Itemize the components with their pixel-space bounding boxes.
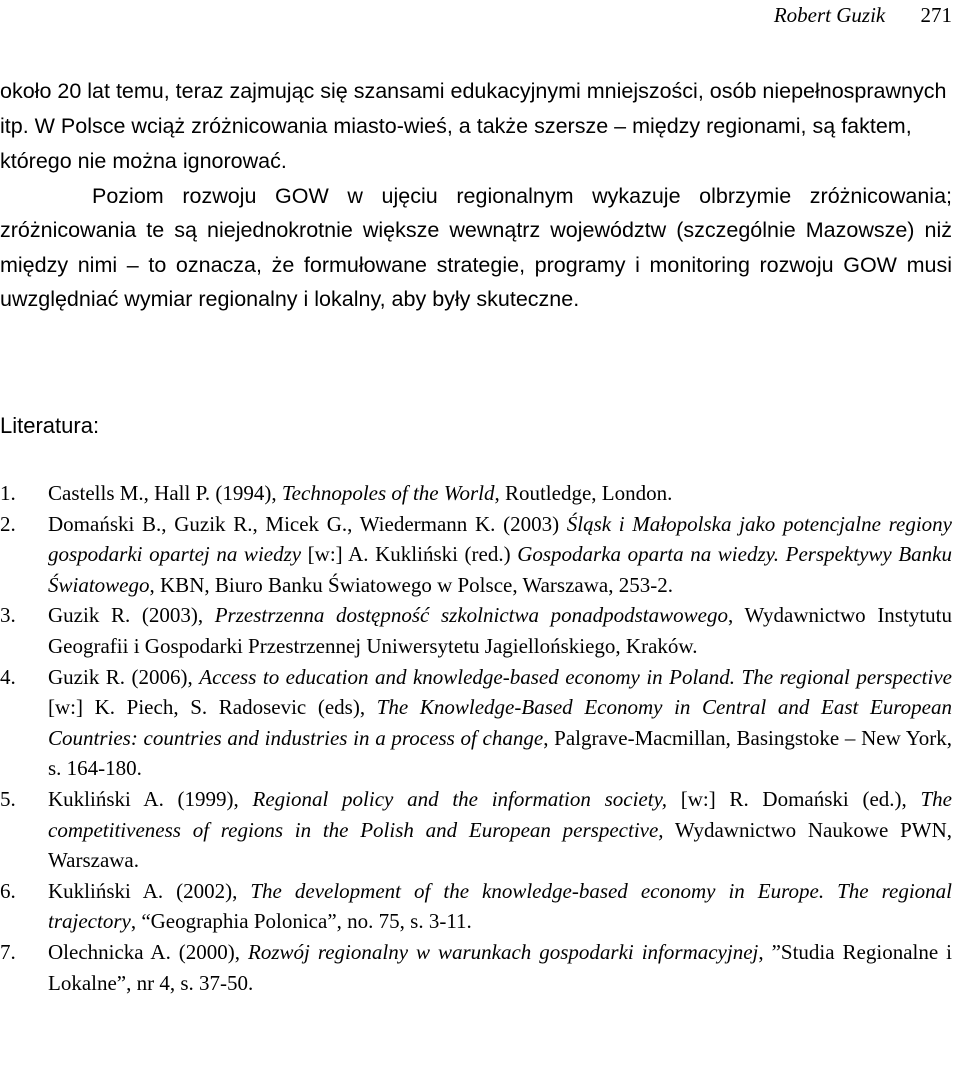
reference-item bbox=[0, 478, 952, 509]
reference-number: 4. bbox=[0, 664, 16, 689]
reference-text: Domański B., Guzik R., Micek G., Wiedermann K. (2003) Śląsk i Małopolska jako potencjalne regiony gospodarki opartej na wiedzy [w:] A. Kukliński (red.) Gospodarka oparta na wiedzy. Perspektywy Banku Światowego, KBN, Biuro Banku Światowego w Polsce, Warszawa, 253-2. bbox=[48, 511, 952, 597]
reference-text: Guzik R. (2003), Przestrzenna dostępność szkolnictwa ponadpodstawowego, Wydawnictwo Instytutu Geografii i Gospodarki Przestrzennej Uniwersytetu Jagiellońskiego, Kraków. bbox=[48, 603, 952, 658]
reference-item bbox=[0, 600, 952, 661]
reference-text: Guzik R. (2006), Access to education and knowledge-based economy in Poland. The regional perspective [w:] K. Piech, S. Radosevic (eds), The Knowledge-Based Economy in Central and East European Countries: countries and industries in a process of change, Palgrave-Macmillan, Basingstoke – New York, s. 164-180. bbox=[48, 664, 952, 781]
reference-item bbox=[0, 662, 952, 784]
reference-item bbox=[0, 509, 952, 601]
reference-text: Castells M., Hall P. (1994), Technopoles of the World, Routledge, London. bbox=[48, 481, 673, 505]
literature-heading: Literatura: bbox=[0, 413, 100, 438]
reference-number: 3. bbox=[0, 603, 16, 628]
reference-text: Kukliński A. (1999), Regional policy and the information society, [w:] R. Domański (ed.), The competitiveness of regions in the Polish and European perspective, Wydawnictwo Naukowe PWN, Warszawa. bbox=[48, 786, 952, 873]
reference-text: Olechnicka A. (2000), Rozwój regionalny w warunkach gospodarki informacyjnej, ”Studia Regionalne i Lokalne”, nr 4, s. 37-50. bbox=[48, 939, 952, 995]
reference-number: 1. bbox=[0, 481, 16, 505]
paragraph-1: około 20 lat temu, teraz zajmując się szansami edukacyjnymi mniejszości, osób niepełnosprawnych itp. W Polsce wciąż zróżnicowania miasto-wieś, a także szersze – między regionami, są faktem, którego nie można ignorować. bbox=[0, 79, 947, 173]
paragraph-2: Poziom rozwoju GOW w ujęciu regionalnym wykazuje olbrzymie zróżnicowania; zróżnicowania te są niejednokrotnie większe wewnątrz województw (szczególnie Mazowsze) niż między nimi – to oznacza, że formułowane strategie, programy i monitoring rozwoju GOW musi uwzględniać wymiar regionalny i lokalny, aby były skuteczne. bbox=[0, 184, 952, 312]
reference-item bbox=[0, 784, 952, 876]
reference-text: Kukliński A. (2002), The development of the knowledge-based economy in Europe. The regional trajectory, “Geographia Polonica”, no. 75, s. 3-11. bbox=[48, 878, 952, 934]
page-number: 271 bbox=[920, 3, 952, 27]
reference-number: 5. bbox=[0, 786, 16, 811]
running-header bbox=[774, 2, 952, 28]
reference-number: 6. bbox=[0, 878, 16, 903]
reference-number: 2. bbox=[0, 511, 16, 536]
header-author: Robert Guzik bbox=[773, 3, 886, 27]
reference-number: 7. bbox=[0, 939, 16, 964]
reference-item bbox=[0, 937, 952, 998]
references-list bbox=[0, 478, 952, 998]
reference-item bbox=[0, 876, 952, 937]
